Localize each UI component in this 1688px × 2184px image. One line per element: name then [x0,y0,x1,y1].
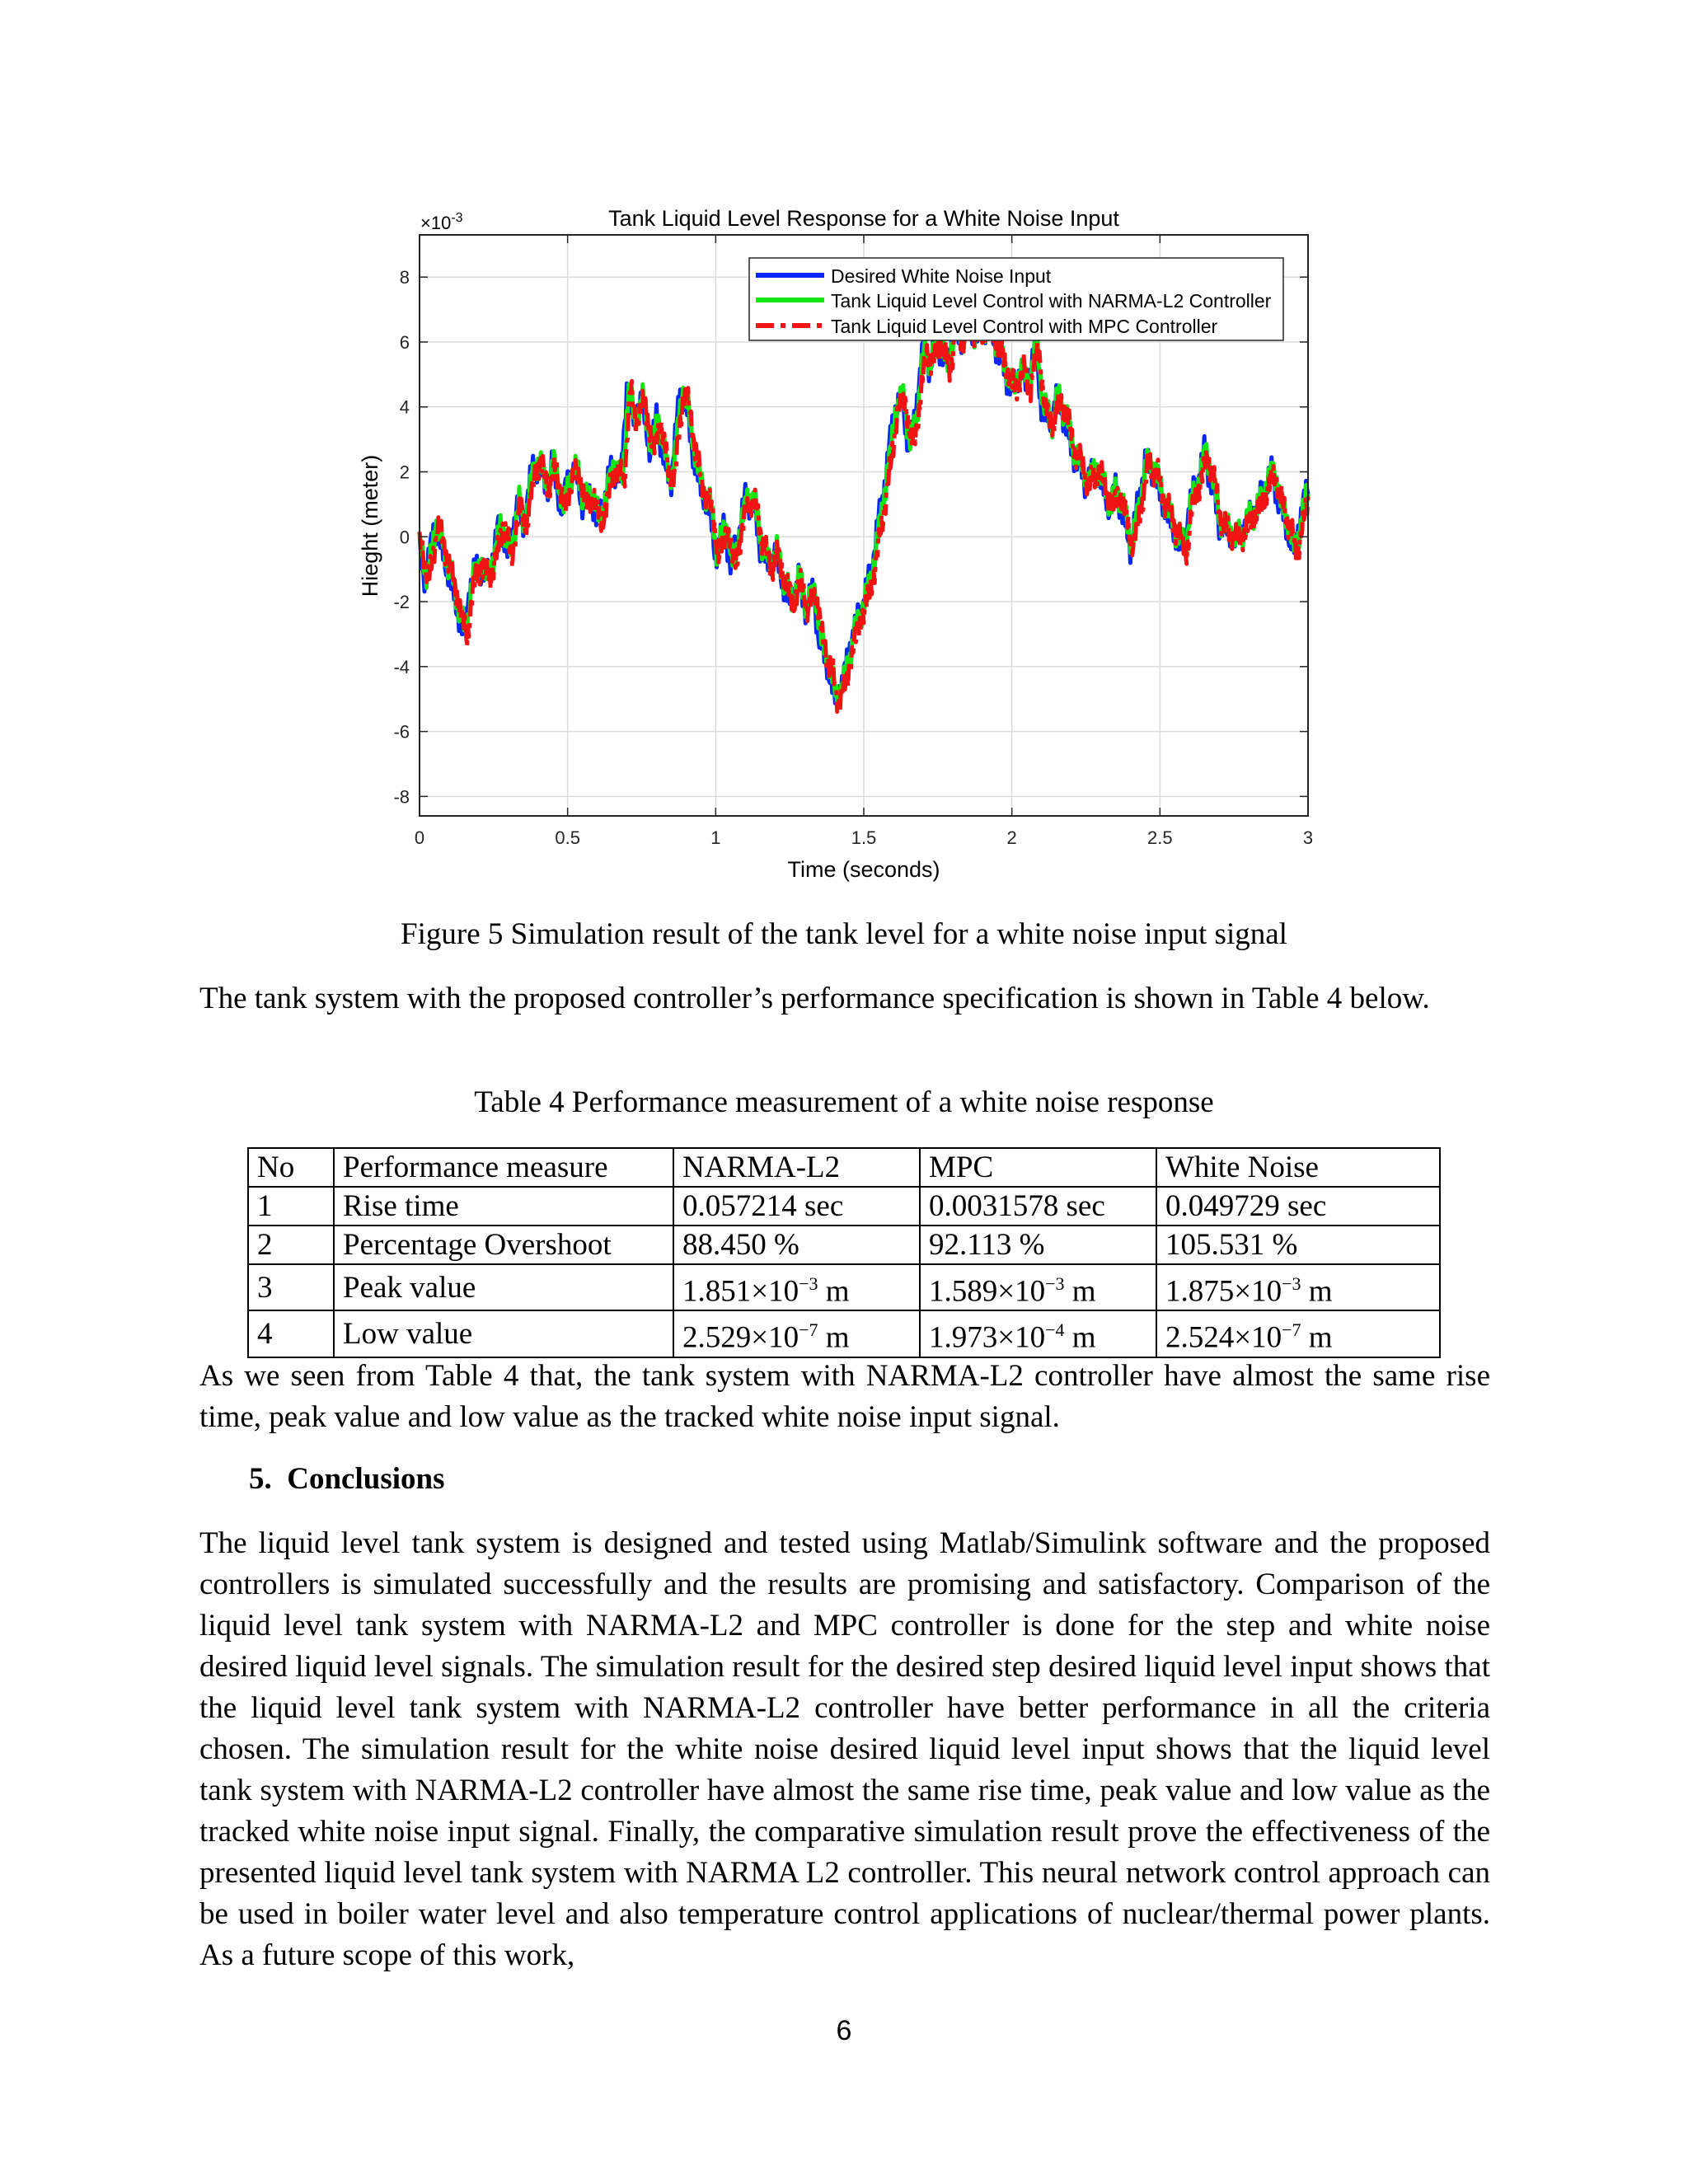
x-tick-label: 3 [1302,827,1314,848]
row-no: 3 [248,1264,334,1310]
row-narma: 88.450 % [673,1226,920,1264]
row-white: 105.531 % [1156,1226,1440,1264]
row-no: 1 [248,1187,334,1226]
legend-label-desired: Desired White Noise Input [831,265,1052,287]
table-header-row [248,1148,1440,1187]
row-measure: Low value [334,1310,673,1357]
y-tick-label: -8 [393,786,410,808]
x-tick-label: 2.5 [1147,827,1173,848]
value-exponent: −7 [799,1319,818,1341]
value-base: 1.973×10 [929,1320,1046,1355]
legend [749,258,1283,340]
value-base: 1.875×10 [1165,1274,1282,1309]
table-row [248,1310,1440,1357]
legend-label-narma: Tank Liquid Level Control with NARMA-L2 Controller [831,290,1272,312]
y-axis-label: Hieght (meter) [358,454,382,598]
y-tick-label: -4 [393,656,410,677]
value-unit: m [825,1320,850,1355]
section-number: 5. [249,1462,272,1496]
value-unit: m [1071,1274,1096,1309]
row-mpc [920,1310,1156,1357]
y-exponent-label: $\times 10^{-3}$ [420,211,463,233]
y-tick-label: 6 [399,331,410,353]
y-tick-label: 8 [399,267,410,288]
header-cell: White Noise [1156,1148,1440,1187]
value-unit: m [825,1274,850,1309]
value-exponent: −3 [1282,1273,1301,1294]
value-exponent: −4 [1045,1319,1065,1341]
figure-5-chart [0,0,1688,898]
x-tick-label: 0.5 [555,827,580,848]
y-tick-label: 2 [399,462,410,483]
row-measure: Peak value [334,1264,673,1310]
y-tick-label: 4 [399,396,410,418]
y-tick-label: -2 [393,592,410,613]
header-cell: MPC [920,1148,1156,1187]
row-narma [673,1310,920,1357]
value-base: 2.524×10 [1165,1320,1282,1355]
value-unit: m [1308,1320,1333,1355]
row-narma: 0.057214 sec [673,1187,920,1226]
row-measure: Rise time [334,1187,673,1226]
value-unit: m [1308,1274,1333,1309]
row-no: 2 [248,1226,334,1264]
x-tick-label: 2 [1006,827,1017,848]
value-exponent: −3 [799,1273,818,1294]
value-base: 1.589×10 [929,1274,1046,1309]
value-unit: m [1071,1320,1096,1355]
row-measure: Percentage Overshoot [334,1226,673,1264]
table-row [248,1264,1440,1310]
x-axis-label: Time (seconds) [787,857,940,882]
y-tick-label: 0 [399,527,410,548]
row-mpc: 92.113 % [920,1226,1156,1264]
header-cell: Performance measure [334,1148,673,1187]
table-row [248,1187,1440,1226]
section-title: Conclusions [287,1462,445,1496]
page-number: 6 [836,2015,852,2046]
conclusion-paragraph: The liquid level tank system is designed and tested using Matlab/Simulink software and the proposed controllers is simulated successfully and the results are promising and satisfactory. Comparison of the liquid level tank system with NARMA-L2 and MPC controller is done for the step and white noise desired liquid level signals. The simulation result for the desired step desired liquid level input shows that the liquid level tank system with NARMA-L2 controller have better performance in all the criteria chosen. The simulation result for the white noise desired liquid level input shows that the liquid level tank system with NARMA-L2 controller have almost the same rise time, peak value and low value as the tracked white noise input signal. Finally, the comparative simulation result prove the effectiveness of the presented liquid level tank system with NARMA L2 controller. This neural network control approach can be used in boiler water level and also temperature control applications of nuclear/thermal power plants. As a future scope of this work, [199,1526,1490,1972]
legend-label-mpc: Tank Liquid Level Control with MPC Controller [831,316,1218,337]
value-base: 2.529×10 [682,1320,799,1355]
chart-title: Tank Liquid Level Response for a White Noise Input [608,206,1119,231]
section-heading [249,1461,444,1497]
value-base: 1.851×10 [682,1274,799,1309]
value-exponent: −3 [1045,1273,1065,1294]
performance-table [247,1147,1441,1358]
x-tick-label: 1.5 [851,827,877,848]
table-title: Table 4 Performance measurement of a white noise response [474,1085,1214,1119]
header-cell: NARMA-L2 [673,1148,920,1187]
row-white: 0.049729 sec [1156,1187,1440,1226]
x-tick-label: 1 [710,827,721,848]
y-tick-label: -6 [393,721,410,743]
figure-caption: Figure 5 Simulation result of the tank level for a white noise input signal [401,917,1287,951]
row-white [1156,1310,1440,1357]
header-cell: No [248,1148,334,1187]
x-tick-label: 0 [414,827,425,848]
row-white [1156,1264,1440,1310]
row-no: 4 [248,1310,334,1357]
row-narma [673,1264,920,1310]
row-mpc [920,1264,1156,1310]
value-exponent: −7 [1282,1319,1301,1341]
row-mpc: 0.0031578 sec [920,1187,1156,1226]
after-table-paragraph: As we seen from Table 4 that, the tank system with NARMA-L2 controller have almost the same rise time, peak value and low value as the tracked white noise input signal. [199,1359,1490,1434]
table-row [248,1226,1440,1264]
intro-paragraph: The tank system with the proposed controller’s performance specification is shown in Table 4 below. [199,982,1430,1015]
